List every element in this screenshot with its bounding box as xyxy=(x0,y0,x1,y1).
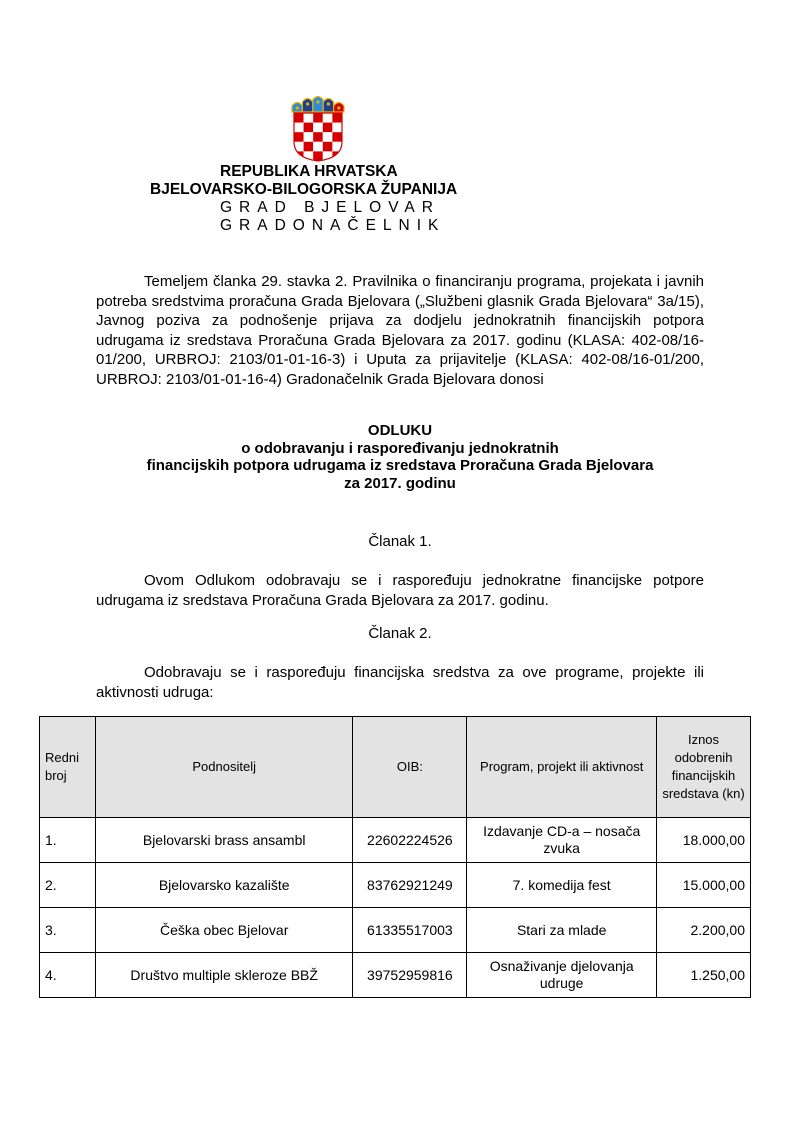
shield-square xyxy=(313,142,323,152)
header-county: BJELOVARSKO-BILOGORSKA ŽUPANIJA xyxy=(150,181,458,198)
cell-iznos: 2.200,00 xyxy=(657,908,751,953)
crown-star xyxy=(296,106,299,109)
cell-redni-broj: 2. xyxy=(40,863,96,908)
shield-square xyxy=(313,132,323,142)
croatian-coat-of-arms xyxy=(289,94,347,162)
shield-square xyxy=(304,123,314,133)
cell-program: 7. komedija fest xyxy=(467,863,657,908)
article-2-paragraph: Odobravaju se i raspoređuju financijska sredstva za ove programe, projekte ili aktivnosti udruga: xyxy=(96,664,704,701)
table-row xyxy=(40,953,751,998)
shield-square xyxy=(294,113,304,123)
shield-square xyxy=(323,132,333,142)
article-1-text xyxy=(96,571,704,610)
shield-square xyxy=(304,142,314,152)
cell-podnositelj: Bjelovarski brass ansambl xyxy=(95,818,352,863)
issuer-header xyxy=(150,163,490,235)
title-line-3: financijskih potpora udrugama iz sredstava Proračuna Grada Bjelovara xyxy=(146,457,654,474)
coat-crown xyxy=(292,97,344,113)
shield-square xyxy=(332,132,342,142)
cell-iznos: 1.250,00 xyxy=(657,953,751,998)
legal-basis-paragraph xyxy=(96,272,704,389)
table-row xyxy=(40,818,751,863)
col-header-iznos: Iznos odobrenih financijskih sredstava (kn) xyxy=(657,717,751,818)
shield-square xyxy=(332,113,342,123)
article-2-text xyxy=(96,663,704,702)
title-line-4: za 2017. godinu xyxy=(344,474,456,492)
cell-redni-broj: 3. xyxy=(40,908,96,953)
cell-redni-broj: 1. xyxy=(40,818,96,863)
cell-podnositelj: Društvo multiple skleroze BBŽ xyxy=(95,953,352,998)
shield-square xyxy=(313,151,323,161)
shield-square xyxy=(332,123,342,133)
article-1-paragraph: Ovom Odlukom odobravaju se i raspoređuju jednokratne financijske potpore udrugama iz sredstava Proračuna Grada Bjelovara za 2017. godinu. xyxy=(96,572,704,609)
title-line-1: ODLUKU xyxy=(367,422,433,439)
cell-oib: 22602224526 xyxy=(353,818,467,863)
cell-program: Osnaživanje djelovanja udruge xyxy=(467,953,657,998)
decision-title xyxy=(96,422,704,492)
cell-iznos: 18.000,00 xyxy=(657,818,751,863)
col-header-redni-broj: Redni broj xyxy=(40,717,96,818)
grants-table xyxy=(39,716,751,998)
col-header-oib: OIB: xyxy=(353,717,467,818)
coat-checkerboard-shield xyxy=(294,113,342,161)
table-row xyxy=(40,863,751,908)
shield-square xyxy=(313,123,323,133)
shield-square xyxy=(294,132,304,142)
cell-redni-broj: 4. xyxy=(40,953,96,998)
shield-square xyxy=(323,113,333,123)
header-mayor: GRADONAČELNIK xyxy=(220,217,446,234)
cell-oib: 61335517003 xyxy=(353,908,467,953)
crown-star xyxy=(337,106,340,109)
header-republic: REPUBLIKA HRVATSKA xyxy=(220,163,398,180)
shield-square xyxy=(304,113,314,123)
cell-podnositelj: Bjelovarsko kazalište xyxy=(95,863,352,908)
table-header-row xyxy=(40,717,751,818)
crown-star xyxy=(316,100,319,103)
cell-oib: 39752959816 xyxy=(353,953,467,998)
cell-oib: 83762921249 xyxy=(353,863,467,908)
cell-program: Stari za mlade xyxy=(467,908,657,953)
title-line-2: o odobravanju i raspoređivanju jednokratnih xyxy=(241,439,559,457)
article-1-heading: Članak 1. xyxy=(368,533,432,550)
header-city: GRAD BJELOVAR xyxy=(220,199,440,216)
crown-field xyxy=(313,97,323,113)
cell-program: Izdavanje CD-a – nosača zvuka xyxy=(467,818,657,863)
shield-square xyxy=(323,123,333,133)
shield-square xyxy=(323,142,333,152)
cell-iznos: 15.000,00 xyxy=(657,863,751,908)
shield-square xyxy=(304,132,314,142)
shield-square xyxy=(313,113,323,123)
cell-podnositelj: Češka obec Bjelovar xyxy=(95,908,352,953)
col-header-program: Program, projekt ili aktivnost xyxy=(467,717,657,818)
shield-square xyxy=(294,123,304,133)
article-2-heading: Članak 2. xyxy=(368,625,432,642)
table-row xyxy=(40,908,751,953)
crown-star xyxy=(306,102,309,105)
crown-star xyxy=(327,102,330,105)
intro-text: Temeljem članka 29. stavka 2. Pravilnika o financiranju programa, projekata i javnih potreba sredstvima proračuna Grada Bjelovara („Službeni glasnik Grada Bjelovara“ 3a/15), Javnog poziva za podnošenje prijava za dodjelu jednokratnih financijskih potpora udrugama iz sredstava Proračuna Grada Bjelovara za 2017. godinu (KLASA: 402-08/16-01/200, URBROJ: 2103/01-01-16-3) i Uputa za prijavitelje (KLASA: 402-08/16-01/200, URBROJ: 2103/01-01-16-4) Gradonačelnik Grada Bjelovara donosi xyxy=(96,273,704,388)
col-header-podnositelj: Podnositelj xyxy=(95,717,352,818)
